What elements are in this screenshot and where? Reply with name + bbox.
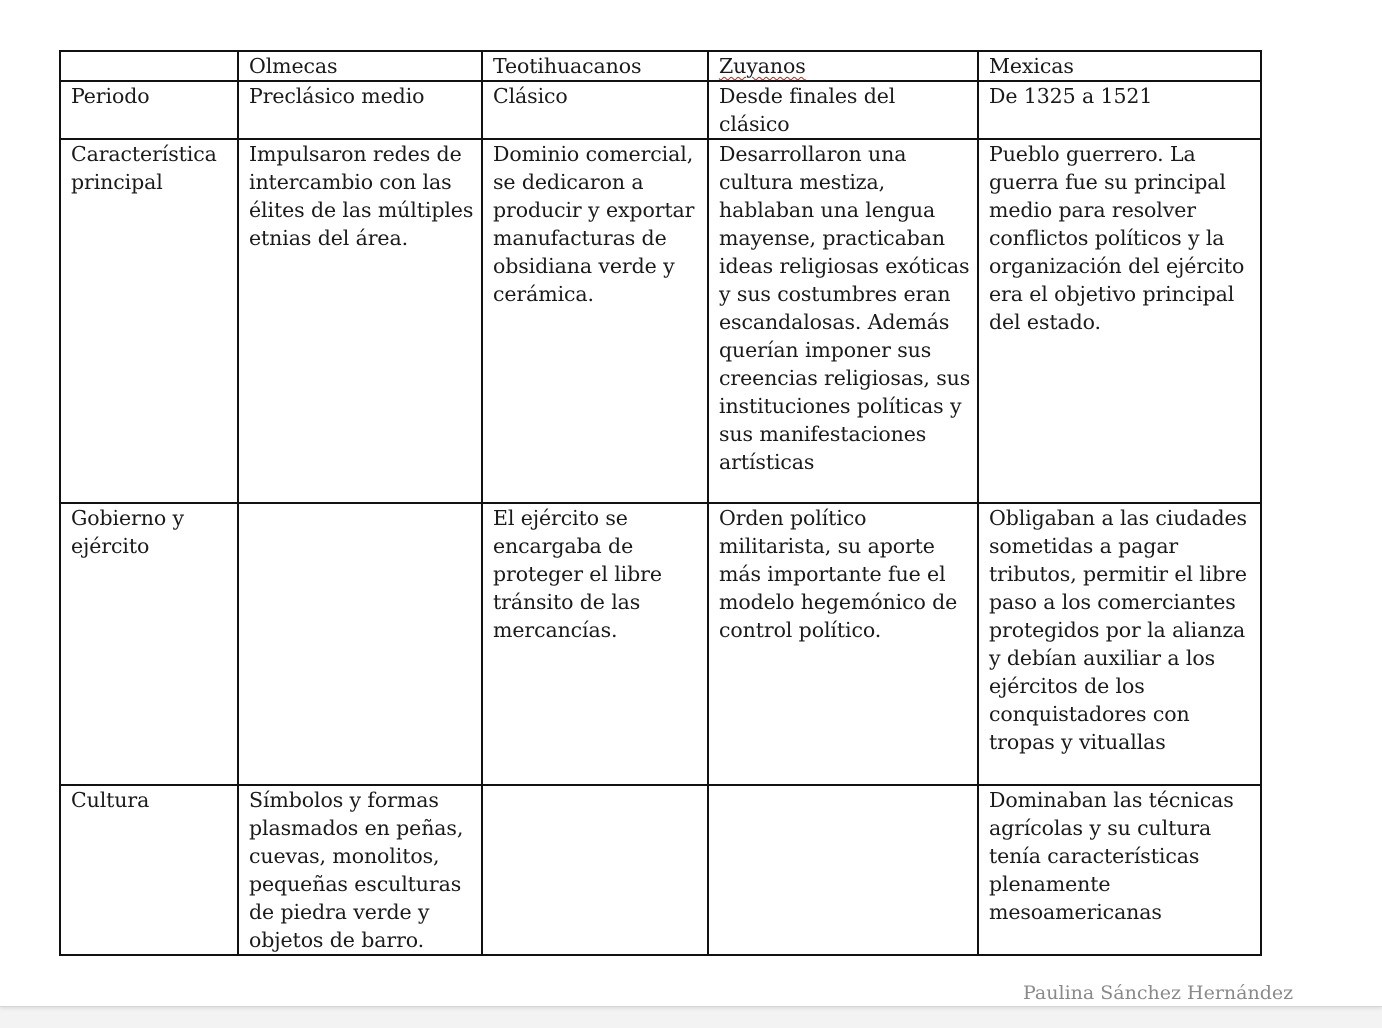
table-cell: Dominaban las técnicas agrícolas y su cultura tenía características plenamente mesoamericanas [978, 785, 1261, 955]
row-label-periodo: Periodo [60, 81, 238, 139]
table-row [60, 139, 1261, 503]
table-row [60, 503, 1261, 785]
table-cell [238, 503, 482, 785]
footer-author: Paulina Sánchez Hernández [1023, 982, 1294, 1004]
table-cell: Símbolos y formas plasmados en peñas, cuevas, monolitos, pequeñas esculturas de piedra verde y objetos de barro. [238, 785, 482, 955]
comparison-table [59, 50, 1262, 956]
table-cell: De 1325 a 1521 [978, 81, 1261, 139]
table-cell [482, 785, 708, 955]
table-cell: Desde finales del clásico [708, 81, 978, 139]
table-cell: Clásico [482, 81, 708, 139]
row-label-gobierno: Gobierno y ejército [60, 503, 238, 785]
header-cell-mexicas: Mexicas [978, 51, 1261, 81]
row-label-caracteristica: Característica principal [60, 139, 238, 503]
spellcheck-zuyanos: Zuyanos [719, 54, 806, 78]
table-row [60, 81, 1261, 139]
table-row [60, 785, 1261, 955]
header-cell-olmecas: Olmecas [238, 51, 482, 81]
header-corner-cell [60, 51, 238, 81]
table-cell: El ejército se encargaba de proteger el libre tránsito de las mercancías. [482, 503, 708, 785]
table-cell [708, 785, 978, 955]
table-cell: Desarrollaron una cultura mestiza, hablaban una lengua mayense, practicaban ideas religiosas exóticas y sus costumbres eran escandalosas. Además querían imponer sus creencias religiosas, sus instituciones políticas y sus manifestaciones artísticas [708, 139, 978, 503]
row-label-cultura: Cultura [60, 785, 238, 955]
table-header-row [60, 51, 1261, 81]
table-cell: Preclásico medio [238, 81, 482, 139]
table-cell: Impulsaron redes de intercambio con las élites de las múltiples etnias del área. [238, 139, 482, 503]
table-cell: Dominio comercial, se dedicaron a producir y exportar manufacturas de obsidiana verde y cerámica. [482, 139, 708, 503]
header-cell-teotihuacanos: Teotihuacanos [482, 51, 708, 81]
table-cell: Pueblo guerrero. La guerra fue su principal medio para resolver conflictos políticos y la organización del ejército era el objetivo principal del estado. [978, 139, 1261, 503]
table-cell: Obligaban a las ciudades sometidas a pagar tributos, permitir el libre paso a los comerciantes protegidos por la alianza y debían auxiliar a los ejércitos de los conquistadores con tropas y vituallas [978, 503, 1261, 785]
header-cell-zuyanos [708, 51, 978, 81]
table-cell: Orden político militarista, su aporte más importante fue el modelo hegemónico de control político. [708, 503, 978, 785]
